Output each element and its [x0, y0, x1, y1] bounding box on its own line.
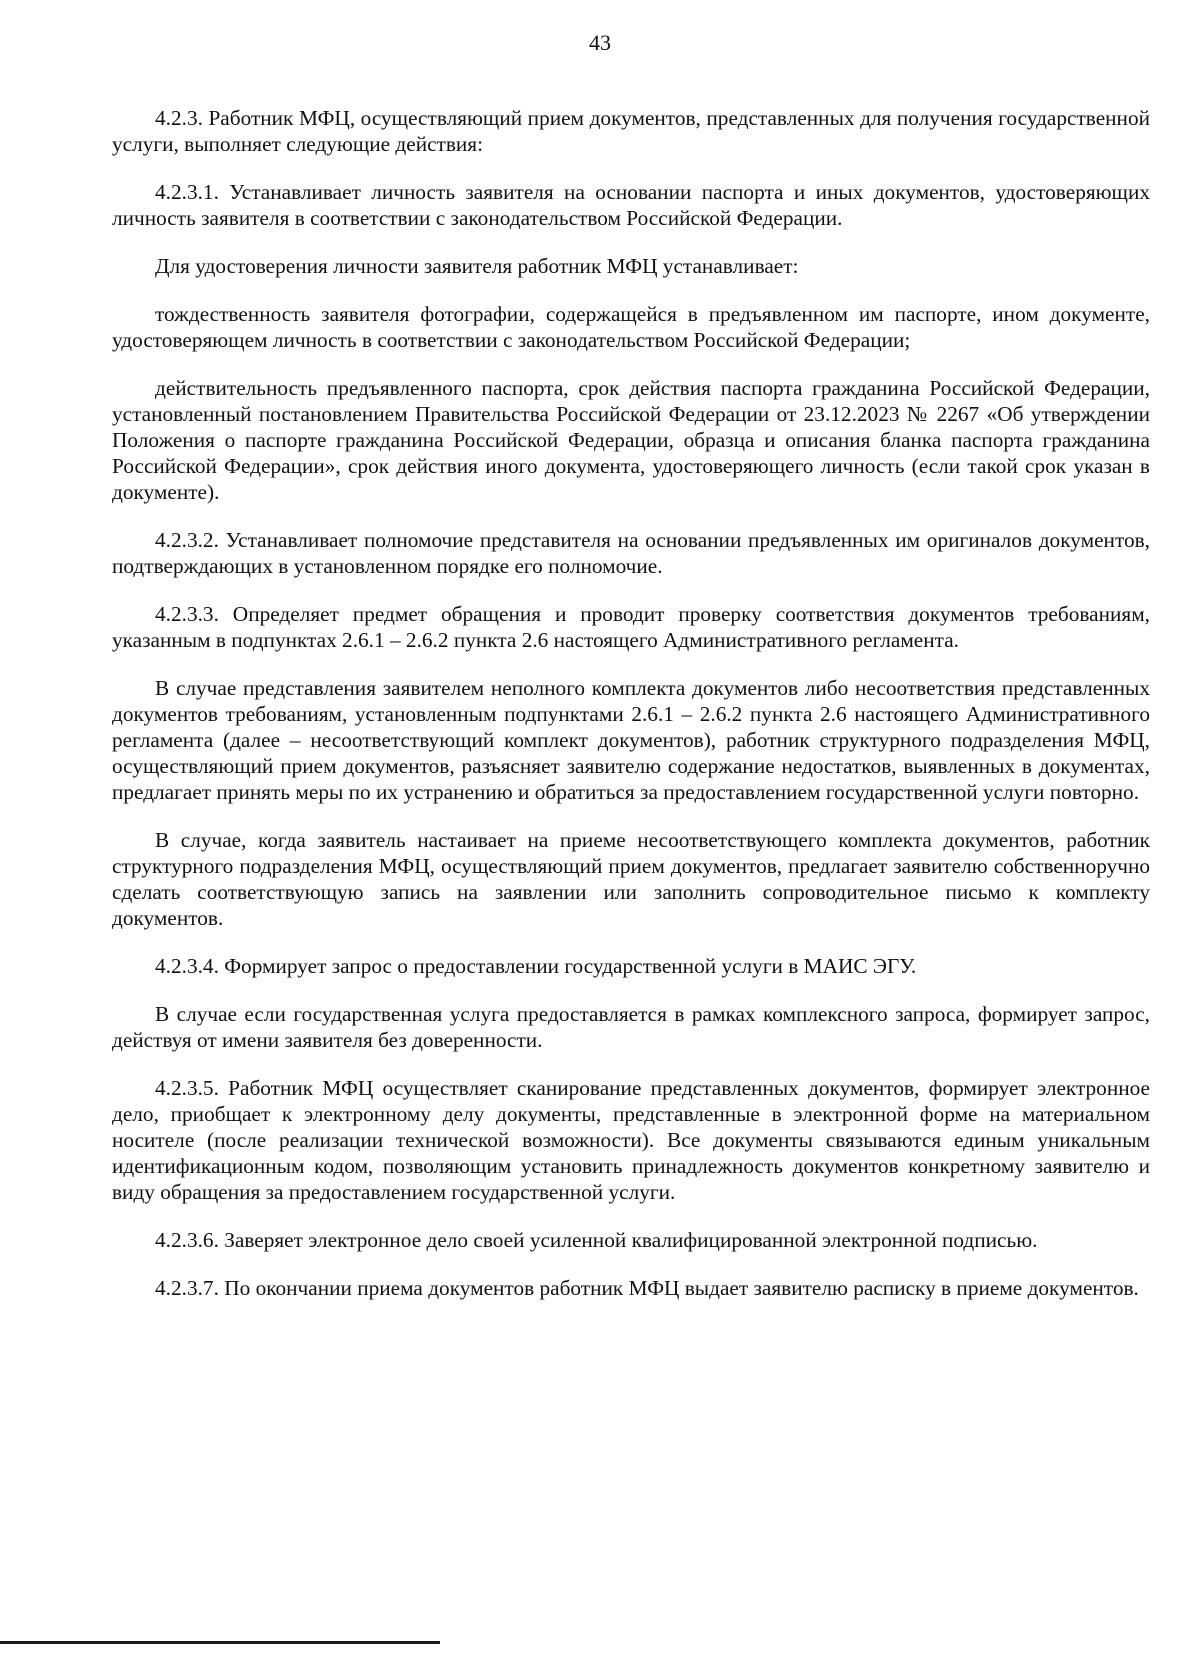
- paragraph-complex-request: В случае если государственная услуга предоставляется в рамках комплексного запроса, формирует запрос, действуя от имени заявителя без доверенности.: [112, 1002, 1150, 1052]
- document-body: [112, 105, 1150, 1323]
- bottom-scan-rule: [0, 1641, 440, 1644]
- paragraph-4-2-3-1: 4.2.3.1. Устанавливает личность заявителя на основании паспорта и иных документов, удостоверяющих личность заявителя в соответствии с законодательством Российской Федерации.: [112, 180, 1150, 230]
- paragraph-4-2-3-2: 4.2.3.2. Устанавливает полномочие представителя на основании предъявленных им оригиналов документов, подтверждающих в установленном порядке его полномочие.: [112, 528, 1150, 578]
- paragraph-incomplete-docs: В случае представления заявителем неполного комплекта документов либо несоответствия представленных документов требованиям, установленным подпунктами 2.6.1 – 2.6.2 пункта 2.6 настоящего Административного регламента (далее – несоответствующий комплект документов), работник структурного подразделения МФЦ, осуществляющий прием документов, разъясняет заявителю содержание недостатков, выявленных в документах, предлагает принять меры по их устранению и обратиться за предоставлением государственной услуги повторно.: [112, 676, 1150, 804]
- paragraph-photo-identity: тождественность заявителя фотографии, содержащейся в предъявленном им паспорте, ином документе, удостоверяющем личность в соответствии с законодательством Российской Федерации;: [112, 302, 1150, 352]
- paragraph-4-2-3-4: 4.2.3.4. Формирует запрос о предоставлении государственной услуги в МАИС ЭГУ.: [155, 954, 917, 978]
- page-number: 43: [589, 30, 611, 55]
- paragraph-4-2-3-3: 4.2.3.3. Определяет предмет обращения и проводит проверку соответствия документов требованиям, указанным в подпунктах 2.6.1 – 2.6.2 пункта 2.6 настоящего Административного регламента.: [112, 602, 1150, 652]
- paragraph-4-2-3: 4.2.3. Работник МФЦ, осуществляющий прием документов, представленных для получения государственной услуги, выполняет следующие действия:: [112, 106, 1150, 156]
- paragraph-4-2-3-6: 4.2.3.6. Заверяет электронное дело своей усиленной квалифицированной электронной подписью.: [155, 1228, 1038, 1252]
- paragraph-passport-validity: действительность предъявленного паспорта, срок действия паспорта гражданина Российской Федерации, установленный постановлением Правительства Российской Федерации от 23.12.2023 № 2267 «Об утверждении Положения о паспорте гражданина Российской Федерации, образца и описания бланка паспорта гражданина Российской Федерации», срок действия иного документа, удостоверяющего личность (если такой срок указан в документе).: [112, 376, 1150, 504]
- paragraph-4-2-3-7: 4.2.3.7. По окончании приема документов работник МФЦ выдает заявителю расписку в приеме документов.: [155, 1276, 1139, 1300]
- paragraph-identity-intro: Для удостоверения личности заявителя работник МФЦ устанавливает:: [155, 254, 799, 278]
- paragraph-insists-docs: В случае, когда заявитель настаивает на приеме несоответствующего комплекта документов, работник структурного подразделения МФЦ, осуществляющий прием документов, предлагает заявителю собственноручно сделать соответствующую запись на заявлении или заполнить сопроводительное письмо к комплекту документов.: [112, 828, 1150, 930]
- paragraph-4-2-3-5: 4.2.3.5. Работник МФЦ осуществляет сканирование представленных документов, формирует электронное дело, приобщает к электронному делу документы, представленные в электронной форме на материальном носителе (после реализации технической возможности). Все документы связываются единым уникальным идентификационным кодом, позволяющим установить принадлежность документов конкретному заявителю и виду обращения за предоставлением государственной услуги.: [112, 1076, 1150, 1204]
